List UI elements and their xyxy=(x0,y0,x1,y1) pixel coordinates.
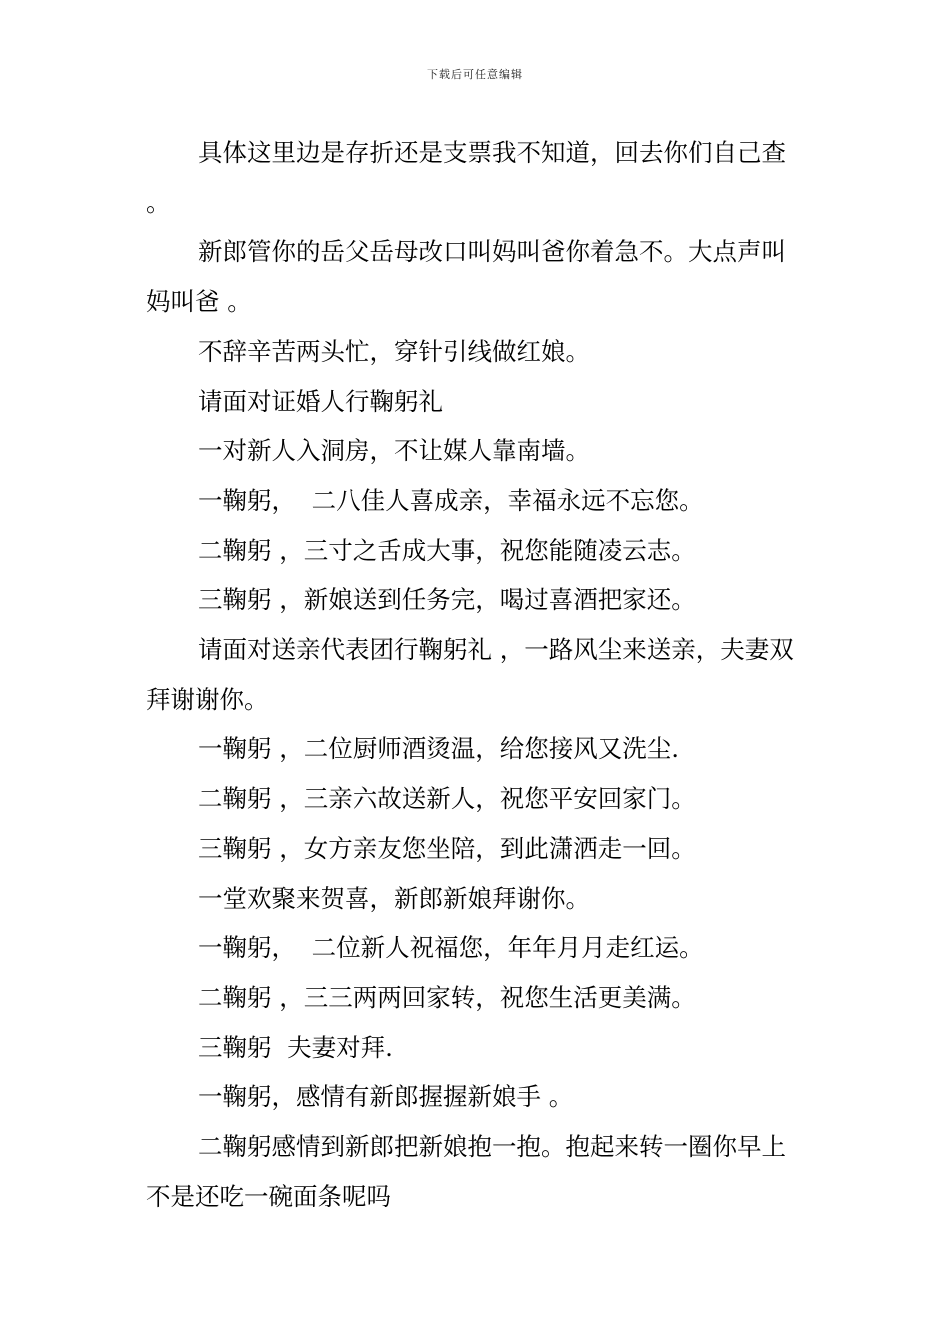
paragraph: 三鞠躬 ，新娘送到任务完，喝过喜酒把家还。 xyxy=(198,585,696,615)
paragraph: 二鞠躬感情到新郎把新娘抱一抱。抱起来转一圈你早上不是还吃一碗面条呢吗 xyxy=(146,1132,786,1211)
paragraph: 一鞠躬， 二位新人祝福您，年年月月走红运。 xyxy=(198,933,704,963)
paragraph: 请面对送亲代表团行鞠躬礼 ，一路风尘来送亲，夫妻双拜谢谢你。 xyxy=(146,635,794,714)
paragraph: 三鞠躬 夫妻对拜. xyxy=(198,1032,393,1062)
paragraph: 具体这里边是存折还是支票我不知道，回去你们自己查 。 xyxy=(146,138,794,217)
document-body xyxy=(146,128,808,1221)
paragraph: 二鞠躬 ，三寸之舌成大事，祝您能随凌云志。 xyxy=(198,535,696,565)
paragraph: 二鞠躬 ，三亲六故送新人，祝您平安回家门。 xyxy=(198,784,696,814)
paragraph: 新郎管你的岳父岳母改口叫妈叫爸你着急不。大点声叫妈叫爸 。 xyxy=(146,237,786,317)
paragraph: 二鞠躬 ，三三两两回家转，祝您生活更美满。 xyxy=(198,982,696,1012)
paragraph: 一鞠躬， 二八佳人喜成亲，幸福永远不忘您。 xyxy=(198,485,704,515)
paragraph: 不辞辛苦两头忙，穿针引线做红娘。 xyxy=(198,336,590,366)
paragraph: 一堂欢聚来贺喜，新郎新娘拜谢你。 xyxy=(198,883,590,913)
paragraph: 一对新人入洞房，不让媒人靠南墙。 xyxy=(198,436,590,466)
paragraph: 一鞠躬 ，二位厨师酒烫温，给您接风又洗尘. xyxy=(198,734,680,764)
paragraph: 请面对证婚人行鞠躬礼 xyxy=(198,386,443,416)
page-header: 下载后可任意编辑 xyxy=(427,68,523,81)
paragraph: 一鞠躬，感情有新郎握握新娘手 。 xyxy=(198,1082,574,1112)
paragraph: 三鞠躬 ，女方亲友您坐陪，到此潇洒走一回。 xyxy=(198,833,696,863)
